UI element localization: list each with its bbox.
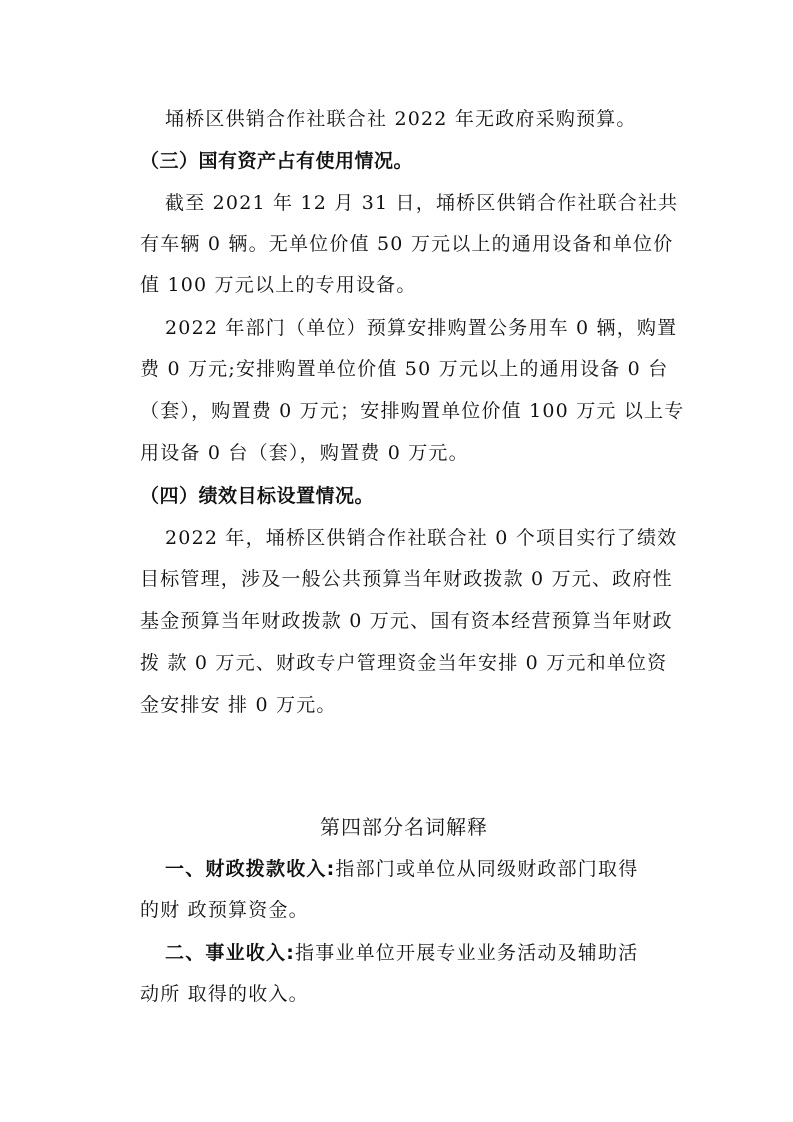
paragraph-performance-line: 2022 年，埇桥区供销合作社联合社 0 个项目实行了绩效	[165, 527, 678, 549]
paragraph-purchase-line: 费 0 万元;安排购置单位价值 50 万元以上的通用设备 0 台	[140, 358, 669, 380]
term-definition-2	[165, 941, 705, 965]
paragraph-performance-line: 拨 款 0 万元、财政专户管理资金当年安排 0 万元和单位资	[140, 652, 668, 674]
paragraph-assets-line: 有车辆 0 辆。无单位价值 50 万元以上的通用设备和单位价	[140, 233, 674, 255]
term-definition-line: 的财 政预算资金。	[140, 899, 309, 921]
term-definition-1	[165, 857, 705, 881]
heading-state-assets: （三）国有资产占有使用情况。	[140, 150, 414, 172]
section-title: 第四部分名词解释	[320, 815, 488, 839]
paragraph-assets-line: 值 100 万元以上的专用设备。	[140, 274, 417, 296]
term-definition-line: 动所 取得的收入。	[140, 983, 309, 1005]
paragraph-purchase-line: 用设备 0 台（套），购置费 0 万元。	[140, 442, 469, 464]
paragraph-performance-line: 金安排安 排 0 万元。	[140, 694, 337, 716]
paragraph-purchase-line: 2022 年部门（单位）预算安排购置公务用车 0 辆，购置	[165, 317, 678, 339]
term-definition-text: 指事业单位开展专业业务活动及辅助活	[295, 942, 639, 964]
paragraph-performance-line: 目标管理，涉及一般公共预算当年财政拨款 0 万元、政府性	[140, 568, 673, 590]
term-label: 二、事业收入:	[165, 942, 295, 964]
paragraph-purchase-line: （套），购置费 0 万元；安排购置单位价值 100 万元 以上专	[140, 400, 685, 422]
heading-performance-goals: （四）绩效目标设置情况。	[140, 485, 375, 507]
term-definition-text: 指部门或单位从同级财政部门取得	[335, 858, 639, 880]
paragraph-procurement: 埇桥区供销合作社联合社 2022 年无政府采购预算。	[165, 108, 637, 130]
paragraph-performance-line: 基金预算当年财政拨款 0 万元、国有资本经营预算当年财政	[140, 610, 673, 632]
paragraph-assets-line: 截至 2021 年 12 月 31 日，埇桥区供销合作社联合社共	[165, 192, 679, 214]
term-label: 一、财政拨款收入:	[165, 858, 336, 880]
